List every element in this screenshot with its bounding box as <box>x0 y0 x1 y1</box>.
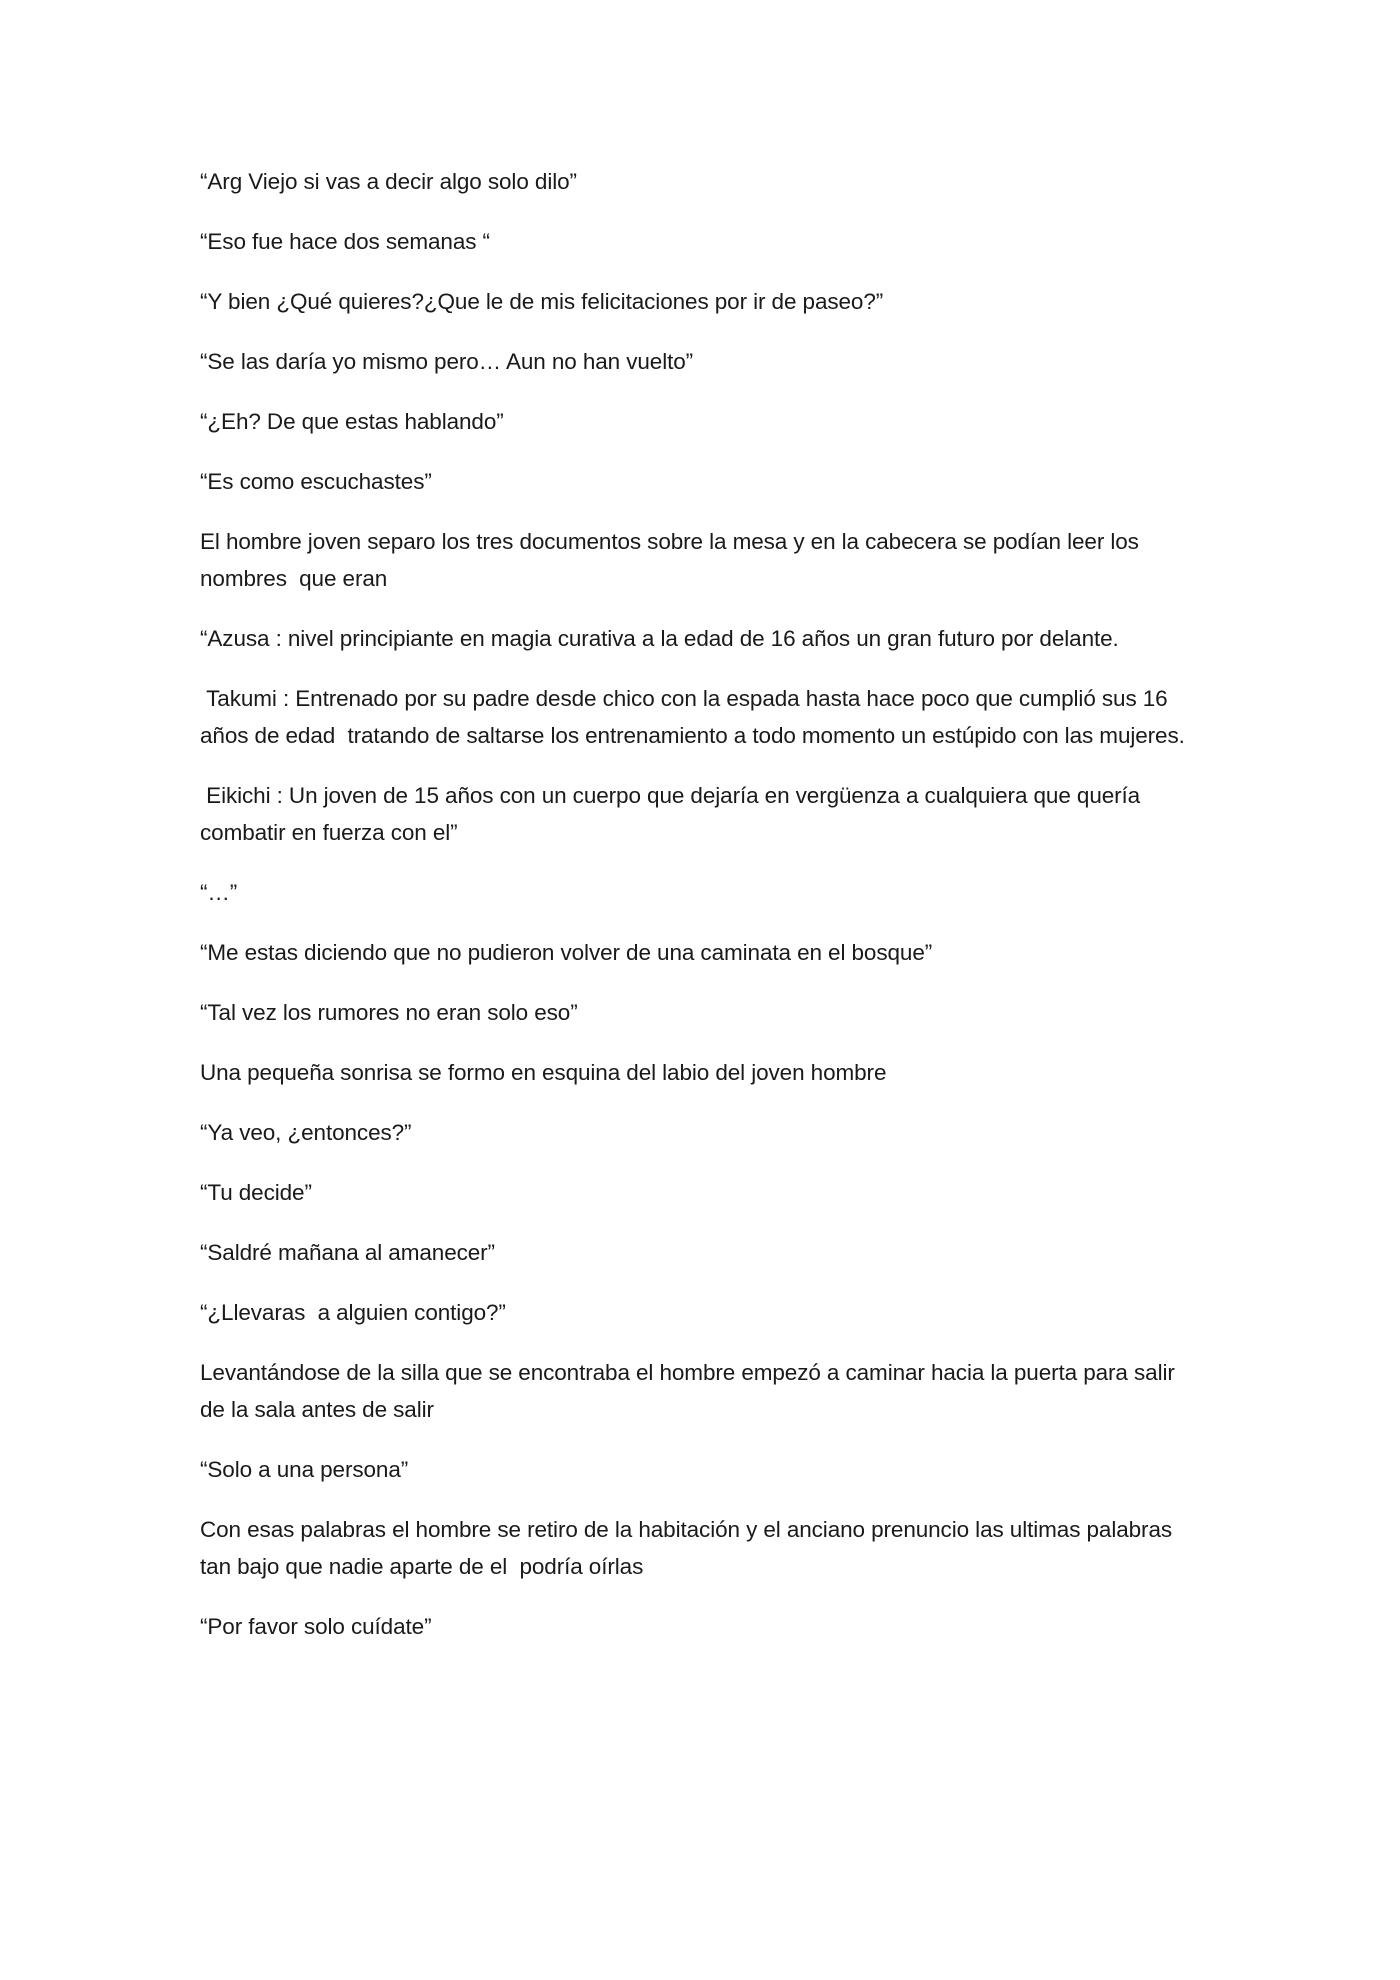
paragraph: “¿Llevaras a alguien contigo?” <box>200 1300 506 1325</box>
paragraph: “¿Eh? De que estas hablando” <box>200 409 504 434</box>
paragraph: El hombre joven separo los tres documentos sobre la mesa y en la cabecera se podían leer los nombres que eran <box>200 529 1145 591</box>
paragraph: “Tal vez los rumores no eran solo eso” <box>200 1000 578 1025</box>
document-body <box>200 163 1200 1668</box>
paragraph: “Arg Viejo si vas a decir algo solo dilo” <box>200 169 577 194</box>
paragraph: “Y bien ¿Qué quieres?¿Que le de mis felicitaciones por ir de paseo?” <box>200 289 884 314</box>
paragraph: Eikichi : Un joven de 15 años con un cuerpo que dejaría en vergüenza a cualquiera que quería combatir en fuerza con el” <box>200 783 1147 845</box>
paragraph: Una pequeña sonrisa se formo en esquina del labio del joven hombre <box>200 1060 887 1085</box>
paragraph: “Saldré mañana al amanecer” <box>200 1240 495 1265</box>
paragraph: “Me estas diciendo que no pudieron volver de una caminata en el bosque” <box>200 940 933 965</box>
paragraph: “Azusa : nivel principiante en magia curativa a la edad de 16 años un gran futuro por delante. <box>200 626 1119 651</box>
paragraph: Con esas palabras el hombre se retiro de la habitación y el anciano prenuncio las ultimas palabras tan bajo que nadie aparte de el podría oírlas <box>200 1517 1179 1579</box>
paragraph: “…” <box>200 880 238 905</box>
paragraph: “Se las daría yo mismo pero… Aun no han vuelto” <box>200 349 694 374</box>
paragraph: “Solo a una persona” <box>200 1457 409 1482</box>
paragraph: “Por favor solo cuídate” <box>200 1614 432 1639</box>
paragraph: “Ya veo, ¿entonces?” <box>200 1120 412 1145</box>
paragraph: Takumi : Entrenado por su padre desde chico con la espada hasta hace poco que cumplió sus 16 años de edad tratando de saltarse los entrenamiento a todo momento un estúpido con las mujeres. <box>200 686 1185 748</box>
paragraph: “Es como escuchastes” <box>200 469 432 494</box>
paragraph: “Eso fue hace dos semanas “ <box>200 229 490 254</box>
paragraph: Levantándose de la silla que se encontraba el hombre empezó a caminar hacia la puerta para salir de la sala antes de salir <box>200 1360 1181 1422</box>
paragraph: “Tu decide” <box>200 1180 312 1205</box>
